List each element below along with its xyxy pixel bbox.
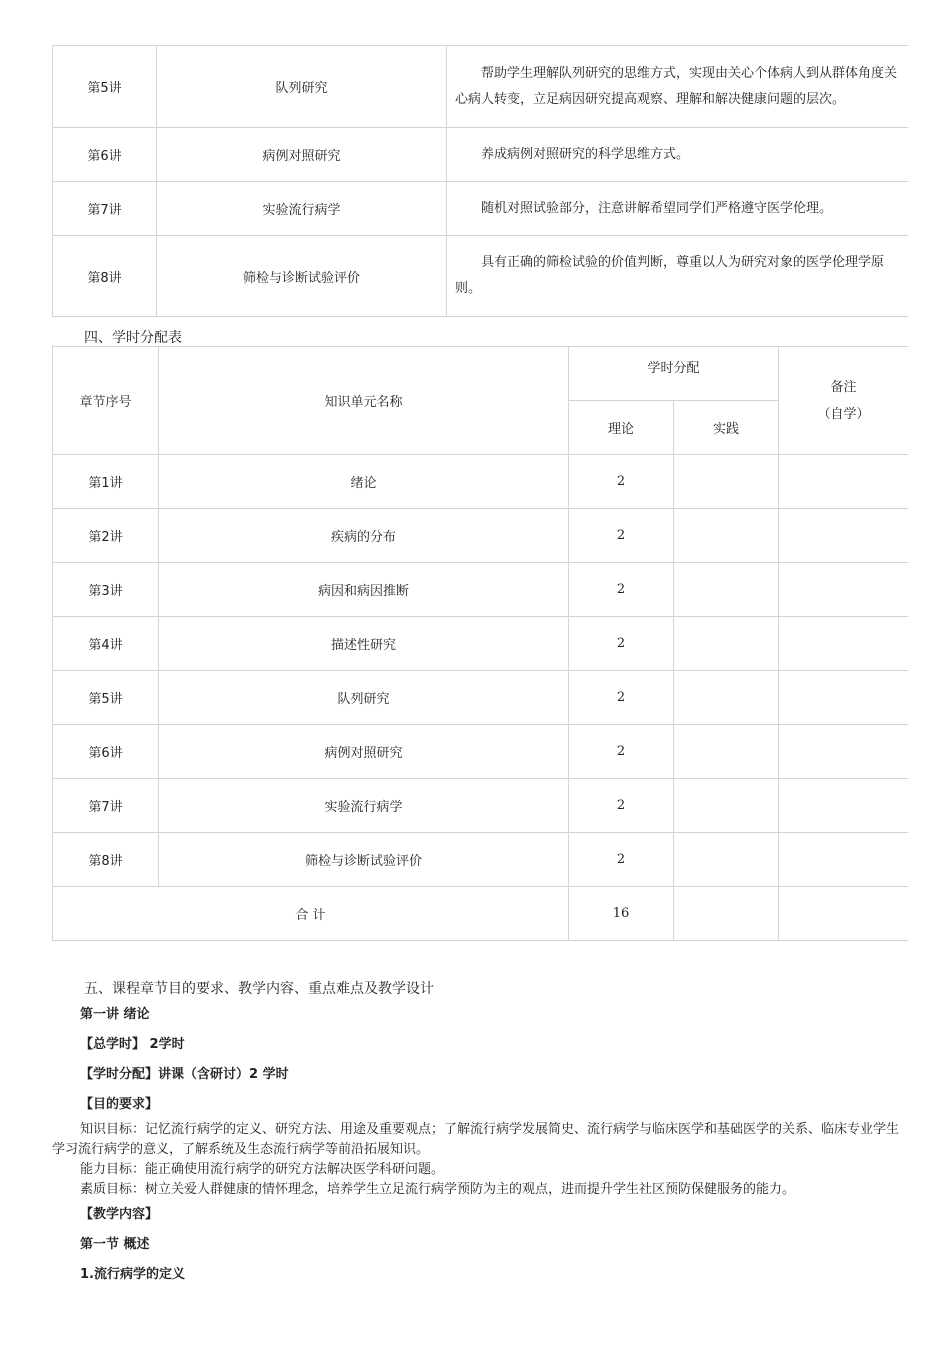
remark-cell: [779, 509, 908, 563]
total-remark: [779, 887, 908, 941]
header-practice: 实践: [674, 401, 779, 455]
course-objectives-table: [52, 45, 908, 317]
table-row: [53, 182, 909, 236]
lecture-goal: 随机对照试验部分，注意讲解希望同学们严格遵守医学伦理。: [481, 200, 833, 216]
section-one-heading: 第一节 概述: [80, 1237, 150, 1252]
chapter-number: 第5讲: [53, 671, 159, 725]
table-total-row: [53, 887, 909, 941]
lecture-goal: 具有正确的筛检试验的价值判断，尊重以人为研究对象的医学伦理学原则。: [455, 255, 885, 296]
content-heading: 【教学内容】: [80, 1207, 159, 1222]
practice-hours: [674, 617, 779, 671]
table-row: [53, 779, 909, 833]
unit-name: 病因和病因推断: [159, 563, 569, 617]
knowledge-goal: 知识目标：记忆流行病学的定义、研究方法、用途及重要观点；了解流行病学发展简史、流行病学与临床医学和基础医学的关系、临床专业学生学习流行病学的意义，了解系统及生态流行病学等前沿拓展知识。: [52, 1122, 900, 1157]
chapter-number: 第8讲: [53, 833, 159, 887]
header-remark-sub: （自学）: [817, 406, 870, 422]
chapter-number: 第7讲: [53, 779, 159, 833]
chapter-number: 第4讲: [53, 617, 159, 671]
unit-name: 实验流行病学: [159, 779, 569, 833]
lecture-number: 第5讲: [53, 46, 157, 128]
section-five: [52, 978, 902, 1290]
remark-cell: [779, 725, 908, 779]
table-row: [53, 236, 909, 317]
remark-cell: [779, 617, 908, 671]
table-row: [53, 455, 909, 509]
table-row: [53, 509, 909, 563]
header-theory: 理论: [569, 401, 674, 455]
objectives-heading: 【目的要求】: [80, 1097, 159, 1112]
unit-name: 绪论: [159, 455, 569, 509]
table-row: [53, 617, 909, 671]
theory-hours: 2: [569, 509, 674, 563]
chapter-number: 第6讲: [53, 725, 159, 779]
unit-name: 病例对照研究: [159, 725, 569, 779]
total-practice-hours: [674, 887, 779, 941]
practice-hours: [674, 455, 779, 509]
total-label: 合 计: [53, 887, 569, 941]
unit-name: 描述性研究: [159, 617, 569, 671]
ability-goal: 能力目标：能正确使用流行病学的研究方法解决医学科研问题。: [80, 1162, 445, 1177]
theory-hours: 2: [569, 617, 674, 671]
theory-hours: 2: [569, 563, 674, 617]
table-header-row: [53, 347, 909, 401]
theory-hours: 2: [569, 779, 674, 833]
unit-name: 疾病的分布: [159, 509, 569, 563]
lecture-title: 第一讲 绪论: [80, 1007, 150, 1022]
theory-hours: 2: [569, 671, 674, 725]
theory-hours: 2: [569, 455, 674, 509]
lecture-number: 第8讲: [53, 236, 157, 317]
table-row: [53, 833, 909, 887]
total-hours: 【总学时】 2学时: [80, 1037, 185, 1052]
chapter-number: 第2讲: [53, 509, 159, 563]
theory-hours: 2: [569, 833, 674, 887]
lecture-number: 第7讲: [53, 182, 157, 236]
header-unit: 知识单元名称: [159, 347, 569, 455]
lecture-name: 病例对照研究: [157, 128, 447, 182]
table-row: [53, 128, 909, 182]
practice-hours: [674, 725, 779, 779]
remark-cell: [779, 671, 908, 725]
chapter-number: 第3讲: [53, 563, 159, 617]
header-remark-label: 备注: [830, 379, 857, 395]
lecture-name: 实验流行病学: [157, 182, 447, 236]
remark-cell: [779, 833, 908, 887]
header-hours: 学时分配: [569, 347, 779, 401]
theory-hours: 2: [569, 725, 674, 779]
table-row: [53, 46, 909, 128]
item-heading: 1.流行病学的定义: [80, 1267, 185, 1282]
header-remark: [779, 347, 908, 455]
lecture-number: 第6讲: [53, 128, 157, 182]
hours-allocation-table: [52, 346, 908, 941]
practice-hours: [674, 509, 779, 563]
unit-name: 筛检与诊断试验评价: [159, 833, 569, 887]
lecture-goal: 养成病例对照研究的科学思维方式。: [481, 146, 690, 162]
practice-hours: [674, 779, 779, 833]
practice-hours: [674, 671, 779, 725]
total-theory-hours: 16: [569, 887, 674, 941]
lecture-name: 队列研究: [157, 46, 447, 128]
quality-goal: 素质目标：树立关爱人群健康的情怀理念，培养学生立足流行病学预防为主的观点，进而提升学生社区预防保健服务的能力。: [80, 1182, 796, 1197]
header-chapter: 章节序号: [53, 347, 159, 455]
remark-cell: [779, 779, 908, 833]
table-row: [53, 563, 909, 617]
hour-allocation: 【学时分配】讲课（含研讨）2 学时: [80, 1067, 289, 1082]
section-heading: 四、学时分配表: [84, 330, 182, 346]
unit-name: 队列研究: [159, 671, 569, 725]
remark-cell: [779, 455, 908, 509]
chapter-number: 第1讲: [53, 455, 159, 509]
lecture-name: 筛检与诊断试验评价: [157, 236, 447, 317]
table-row: [53, 725, 909, 779]
table-row: [53, 671, 909, 725]
lecture-goal: 帮助学生理解队列研究的思维方式，实现由关心个体病人到从群体角度关心病人转变，立足病因研究提高观察、理解和解决健康问题的层次。: [455, 65, 898, 107]
practice-hours: [674, 563, 779, 617]
section-heading: 五、课程章节目的要求、教学内容、重点难点及教学设计: [84, 981, 434, 997]
remark-cell: [779, 563, 908, 617]
practice-hours: [674, 833, 779, 887]
